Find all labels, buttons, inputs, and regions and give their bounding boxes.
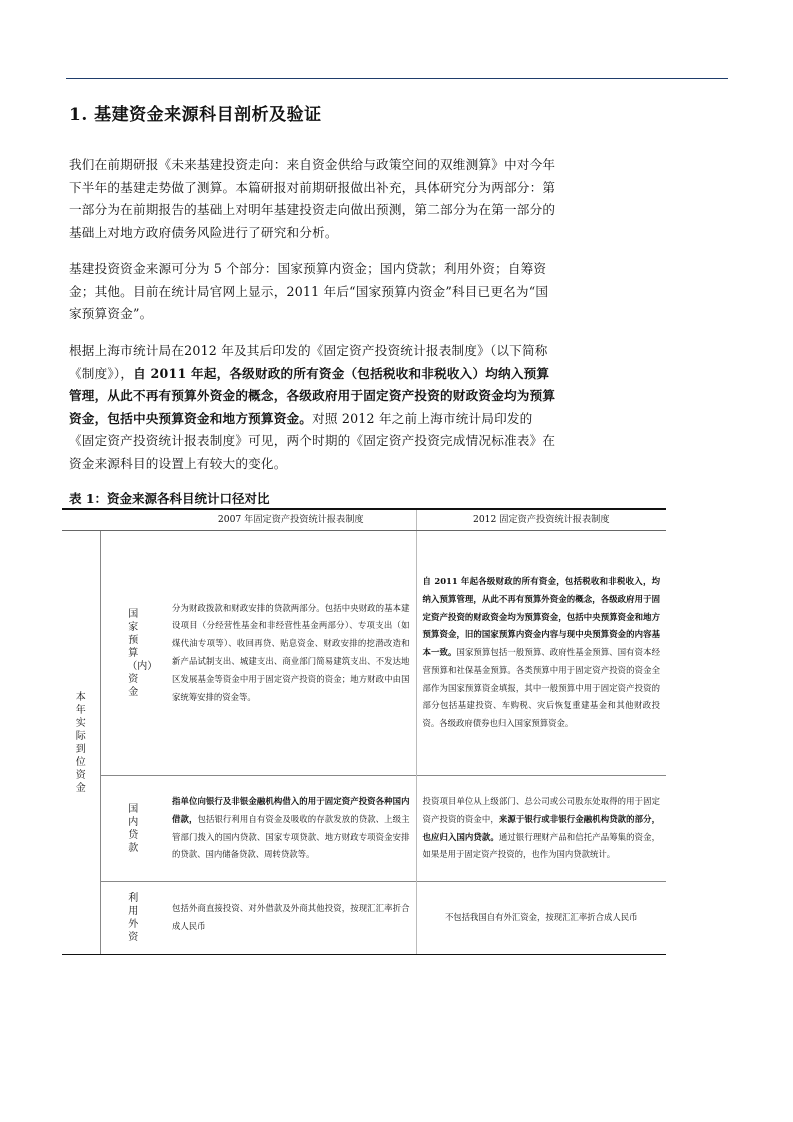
group-label: 本年实际到位资金 [62, 531, 100, 955]
comparison-table [62, 508, 666, 955]
header-rule [66, 78, 728, 79]
paragraph-3 [69, 340, 556, 476]
paragraph-1: 我们在前期研报《未来基建投资走向：来自资金供给与政策空间的双维测算》中对今年下半年的基建走势做了测算。本篇研报对前期研报做出补充，具体研究分为两部分：第一部分为在前期报告的基础上对明年基建投资走向做出预测，第二部分为在第一部分的基础上对地方政府债务风险进行了研究和分析。 [69, 157, 556, 240]
paragraph-3-bold: 自 2011 年起，各级财政的所有资金（包括税收和非税收入）均纳入预算管理，从此不再有预算外资金的概念，各级政府用于固定资产投资的财政资金均为预算资金，包括中央预算资金和地方预算资金。 [69, 365, 556, 426]
row-national-budget-2007: 分为财政拨款和财政安排的贷款两部分。包括中央财政的基本建设项目（分经营性基金和非经营性基金两部分）、专项支出（如煤代油专项等）、收回再贷、贴息资金、财政安排的挖潜改造和新产品试制支出、城建支出、商业部门简易建筑支出、不发达地区发展基金等资金中用于固定资产投资的资金；地方财政中由国家统筹安排的资金等。 [172, 602, 410, 702]
paragraph-3-rest: 对照 2012 年之前上海市统计局印发的《固定资产投资统计报表制度》可见，两个时期的《固定资产投资完成情况标准表》在资金来源科目的设置上有较大的变化。 [69, 410, 556, 471]
row-domestic-loan-2012: 投资项目单位从上级部门、总公司或公司股东处取得的用于固定资产投资的资金中，来源于银行或非银行金融机构贷款的部分，也应归入国内贷款。通过银行理财产品和信托产品筹集的资金，如果是用于固定资产投资的，也作为国内贷款统计。 [416, 776, 666, 882]
category-label: 利用外资 [100, 882, 166, 955]
row-foreign-capital-2012: 不包括我国自有外汇资金，按现汇汇率折合成人民币 [416, 882, 666, 955]
corner-cell-2 [100, 509, 166, 531]
paragraph-3-intro: 根据上海市统计局在2012 年及其后印发的《固定资产投资统计报表制度》（以下简称《制度》）， [69, 343, 548, 381]
column-header-2012: 2012 固定资产投资统计报表制度 [416, 509, 666, 531]
row-foreign-capital-2007: 包括外商直接投资、对外借款及外商其他投资，按现汇汇率折合成人民币 [166, 882, 416, 955]
paragraph-2: 基建投资资金来源可分为 5 个部分：国家预算内资金；国内贷款；利用外资；自筹资金；其他。目前在统计局官网上显示，2011 年后“国家预算内资金”科目已更名为“国家预算资金”。 [69, 261, 549, 322]
category-label: 国内贷款 [100, 776, 166, 882]
corner-cell [62, 509, 100, 531]
row-national-budget-2012: 自 2011 年起各级财政的所有资金，包括税收和非税收入，均纳入预算管理，从此不再有预算外资金的概念，各级政府用于固定资产投资的财政资金均为预算资金，包括中央预算资金和地方预算资金，旧的国家预算内资金内容与现中央预算资金的内容基本一致。国家预算包括一般预算、政府性基金预算、国有资本经营预算和社保基金预算。各类预算中用于固定资产投资的资金全部作为国家预算资金填报，其中一般预算中用于固定资产投资的部分包括基建投资、车购税、灾后恢复重建基金和其他财政投资。各级政府债券也归入国家预算资金。 [416, 531, 666, 776]
section-heading: 1. 基建资金来源科目剖析及验证 [69, 105, 322, 125]
row-domestic-loan-2007: 指单位向银行及非银金融机构借入的用于固定资产投资各种国内借款，包括银行利用自有资金及吸收的存款发放的贷款、上级主管部门拨入的国内贷款、国家专项贷款、地方财政专项资金安排的贷款、国内储备贷款、周转贷款等。 [166, 776, 416, 882]
column-header-2007: 2007 年固定资产投资统计报表制度 [166, 509, 416, 531]
table-title: 表 1：资金来源各科目统计口径对比 [69, 491, 270, 506]
category-label: 国家预算（内）资金 [100, 531, 166, 776]
